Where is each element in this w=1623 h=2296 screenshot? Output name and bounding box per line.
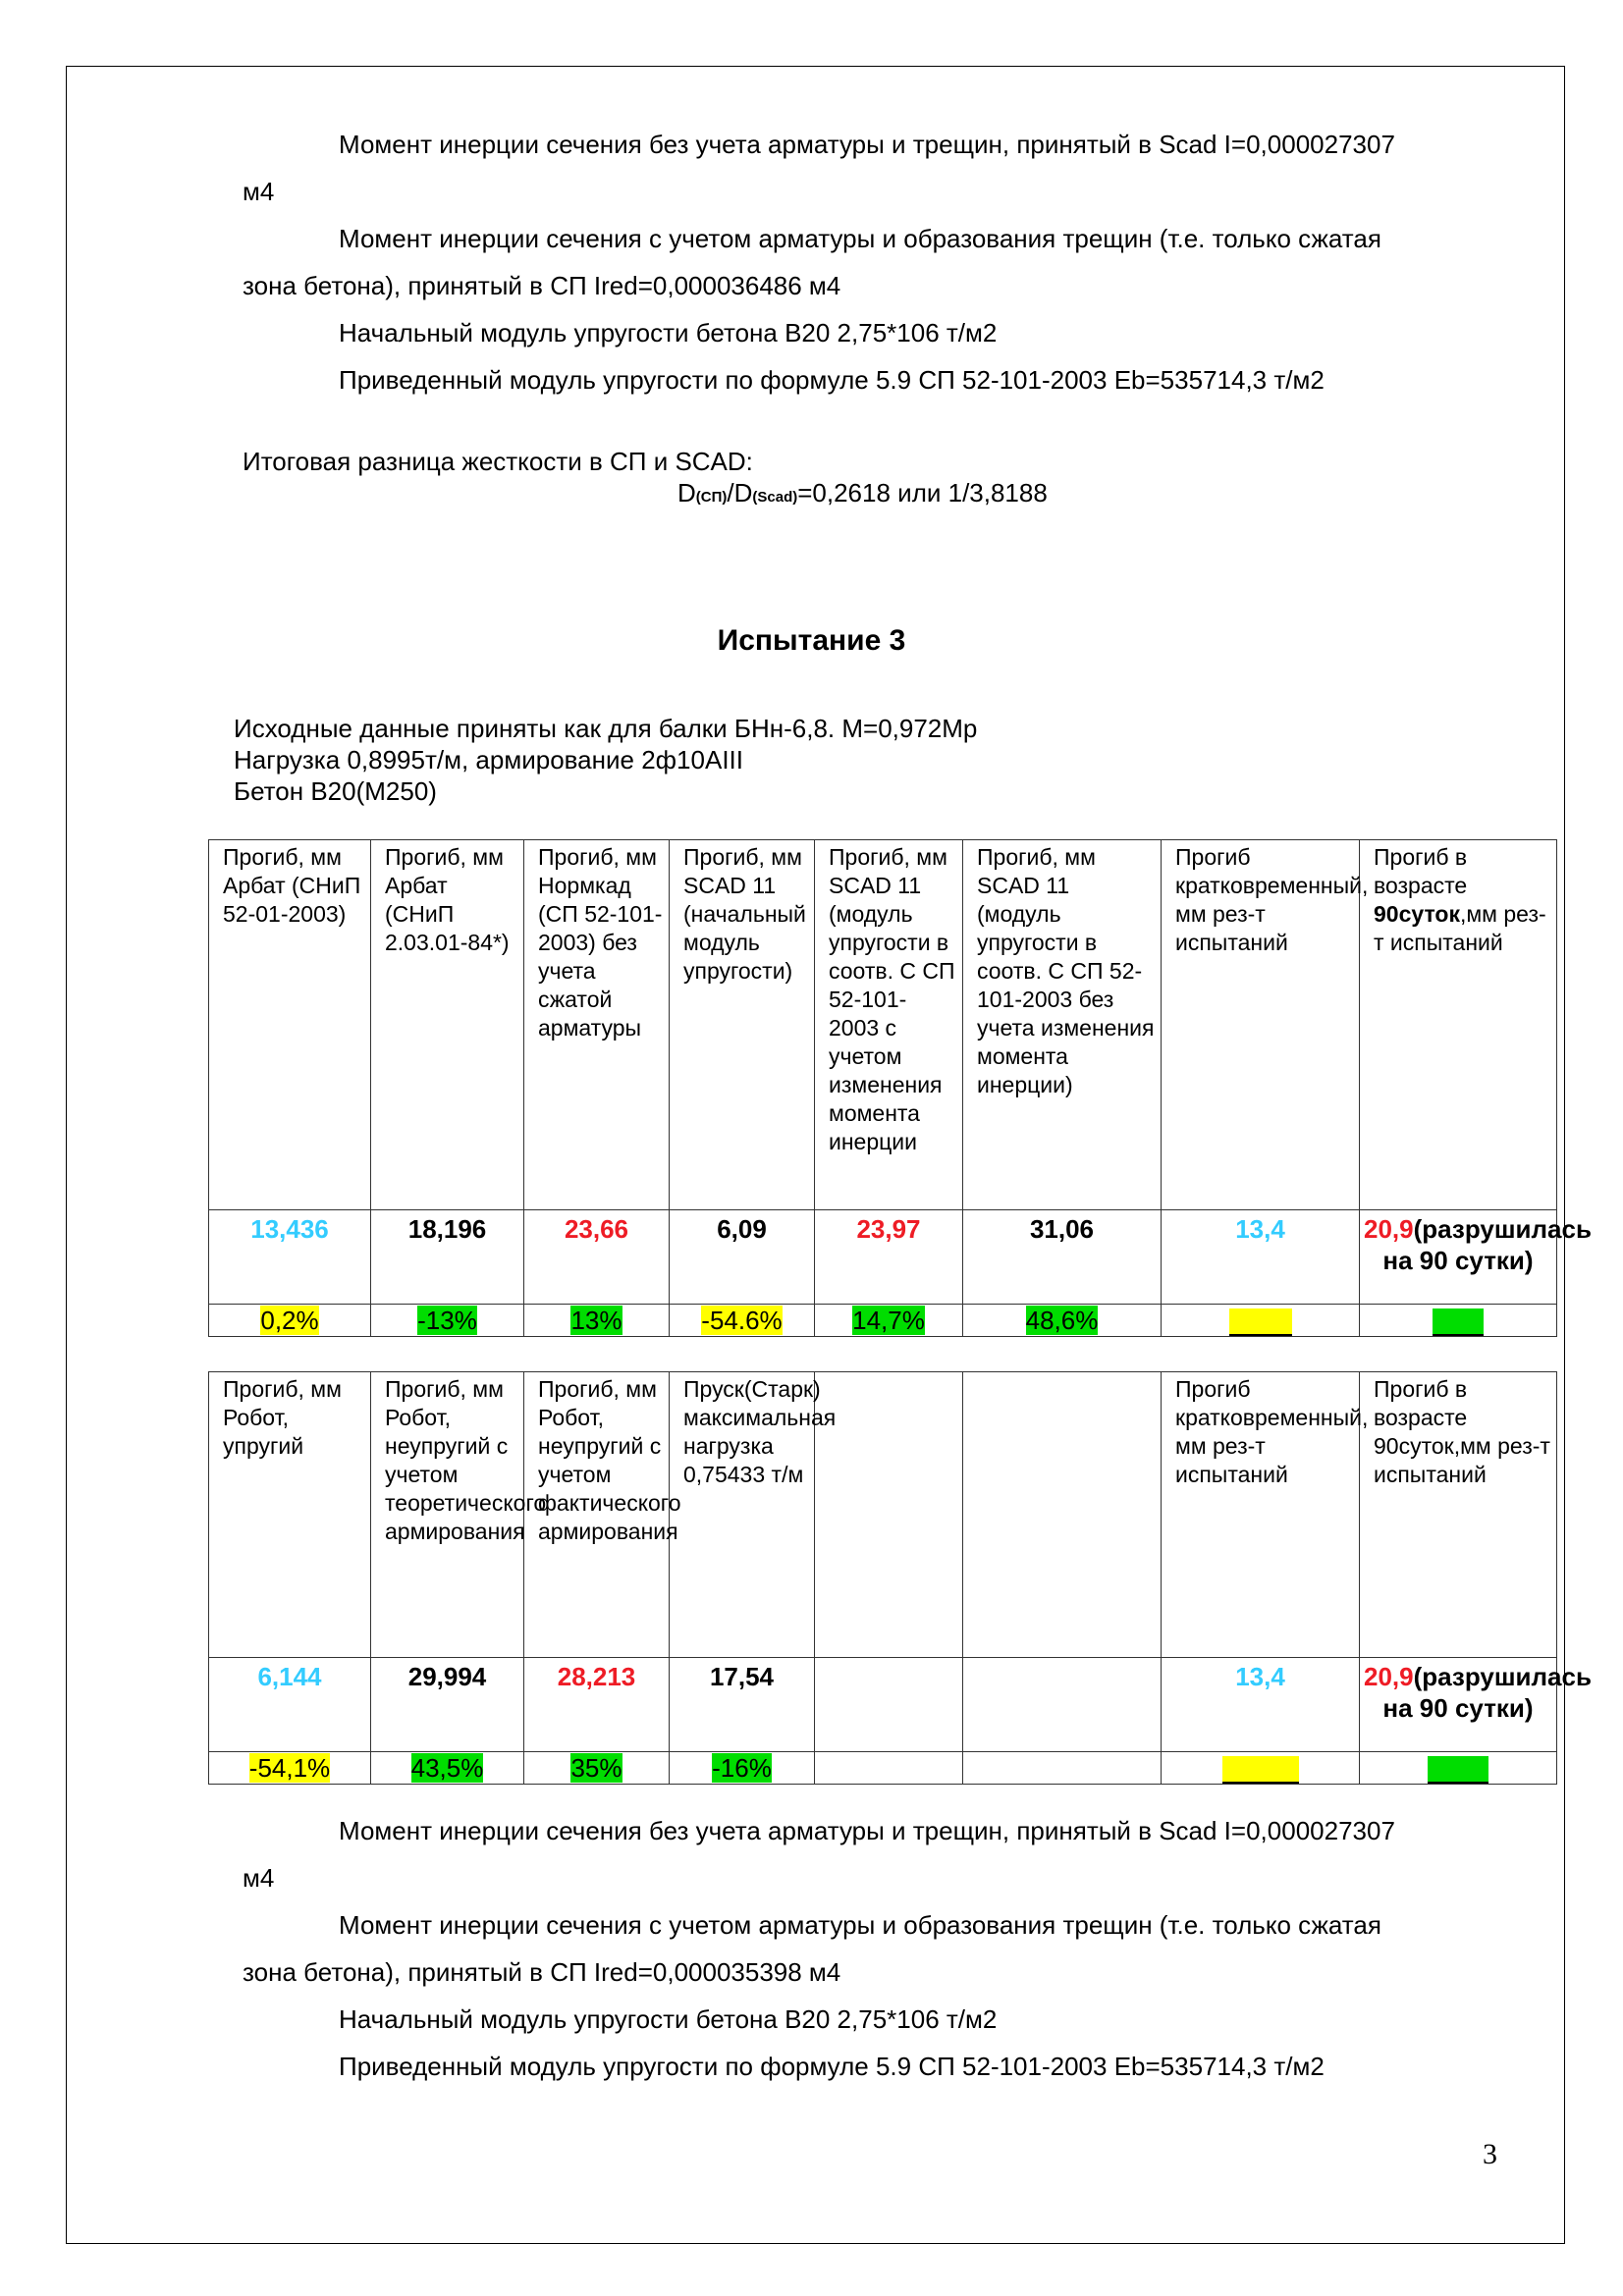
table2-value: 17,54 <box>670 1658 815 1752</box>
page-number: 3 <box>1483 2138 1497 2170</box>
table2-header-row <box>209 1372 1557 1658</box>
intro-line3: Бетон В20(М250) <box>234 776 437 806</box>
green-marker <box>1433 1308 1484 1336</box>
top-line4: Приведенный модуль упругости по формуле 5.9 СП 52-101-2003 Eb=535714,3 т/м2 <box>339 365 1325 395</box>
header-part: Прогиб в возрасте <box>1374 844 1468 898</box>
table2-value: 29,994 <box>371 1658 524 1752</box>
section-title: Испытание 3 <box>717 624 906 657</box>
results-table-2 <box>208 1371 1592 1785</box>
table1-header: Прогиб кратковременный, мм рез-т испытаний <box>1162 840 1360 1210</box>
table1-value: 13,436 <box>209 1210 371 1305</box>
table1-header: Прогиб, мм Арбат (СНиП 2.03.01-84*) <box>371 840 524 1210</box>
ratio-sub1: (СП) <box>695 489 728 506</box>
table1-value: 6,09 <box>670 1210 815 1305</box>
green-marker <box>1428 1756 1488 1784</box>
table2-header <box>963 1372 1162 1658</box>
intro-line1: Исходные данные приняты как для балки БНн-6,8. М=0,972Мр <box>234 714 978 743</box>
percent-label: -16% <box>712 1753 772 1783</box>
ratio-d1: D <box>677 478 696 507</box>
table2-header: Прогиб, мм Робот, упругий <box>209 1372 371 1658</box>
table1-header: Прогиб, мм Нормкад (СП 52-101-2003) без учета сжатой арматуры <box>524 840 670 1210</box>
yellow-marker <box>1229 1308 1292 1336</box>
table2-percent <box>1162 1752 1360 1785</box>
top-line1: Момент инерции сечения без учета арматуры и трещин, принятый в Scad I=0,000027307 <box>339 130 1395 159</box>
table1-value <box>1360 1210 1592 1305</box>
table1-value: 23,66 <box>524 1210 670 1305</box>
table1-header-row <box>209 840 1557 1210</box>
table1-value: 23,97 <box>815 1210 963 1305</box>
table2-percent <box>963 1752 1162 1785</box>
stiffness-diff-title: Итоговая разница жесткости в СП и SCAD: <box>243 447 753 476</box>
results-table-1 <box>208 839 1592 1337</box>
table1-percent <box>524 1305 670 1337</box>
table2-header: Прогиб, мм Робот, неупругий с учетом теоретического армирования <box>371 1372 524 1658</box>
stiffness-ratio <box>677 478 1048 512</box>
bottom-line1b: м4 <box>243 1863 275 1893</box>
table2-percent <box>524 1752 670 1785</box>
table2-header: Прогиб кратковременный, мм рез-т испытаний <box>1162 1372 1360 1658</box>
table2-header: Прогиб, мм Робот, неупругий с учетом фактического армирования <box>524 1372 670 1658</box>
header-part-bold: 90суток <box>1374 901 1460 927</box>
table1-value-row <box>209 1210 1557 1305</box>
value-main: 20,9 <box>1364 1214 1414 1244</box>
ratio-slash: /D <box>727 478 753 507</box>
table1-value: 31,06 <box>963 1210 1162 1305</box>
table2-percent <box>815 1752 963 1785</box>
table2-percent <box>371 1752 524 1785</box>
percent-label: 14,7% <box>852 1306 925 1335</box>
table1-value: 18,196 <box>371 1210 524 1305</box>
table2-value <box>815 1658 963 1752</box>
bottom-line2: Момент инерции сечения с учетом арматуры и образования трещин (т.е. только сжатая <box>339 1910 1381 1940</box>
table1-header: Прогиб, мм SCAD 11 (модуль упругости в соотв. С СП 52-101-2003 без учета изменения момента инерции) <box>963 840 1162 1210</box>
table2-value-row <box>209 1658 1557 1752</box>
table1-header <box>1360 840 1557 1210</box>
table1-percent <box>1360 1305 1557 1337</box>
table1-percent <box>815 1305 963 1337</box>
top-line2b: зона бетона), принятый в СП Ired=0,000036486 м4 <box>243 271 841 300</box>
percent-label: -13% <box>417 1306 477 1335</box>
table2-value: 28,213 <box>524 1658 670 1752</box>
percent-label: -54.6% <box>701 1306 783 1335</box>
table1-percent <box>209 1305 371 1337</box>
table2-value: 13,4 <box>1162 1658 1360 1752</box>
yellow-marker <box>1222 1756 1299 1784</box>
bottom-line2b: зона бетона), принятый в СП Ired=0,000035398 м4 <box>243 1957 841 1987</box>
intro-line2: Нагрузка 0,8995т/м, армирование 2ф10АIII <box>234 745 743 774</box>
percent-label: -54,1% <box>248 1753 331 1783</box>
table2-header <box>815 1372 963 1658</box>
ratio-value: =0,2618 или 1/3,8188 <box>797 478 1048 507</box>
top-line3: Начальный модуль упругости бетона В20 2,75*106 т/м2 <box>339 318 998 347</box>
table1-header: Прогиб, мм SCAD 11 (модуль упругости в соотв. С СП 52-101-2003 с учетом изменения момента инерции <box>815 840 963 1210</box>
table1-percent <box>670 1305 815 1337</box>
table2-percent <box>670 1752 815 1785</box>
table2-value <box>963 1658 1162 1752</box>
bottom-line4: Приведенный модуль упругости по формуле 5.9 СП 52-101-2003 Eb=535714,3 т/м2 <box>339 2052 1325 2081</box>
percent-label: 43,5% <box>410 1753 484 1783</box>
table2-percent <box>1360 1752 1557 1785</box>
table2-percent-row <box>209 1752 1557 1785</box>
header-part: ,мм рез-т испытаний <box>1374 901 1546 955</box>
value-note: (разрушилась на 90 сутки) <box>1382 1214 1592 1275</box>
table2-value: 6,144 <box>209 1658 371 1752</box>
value-note: (разрушилась на 90 сутки) <box>1382 1662 1592 1723</box>
top-line1b: м4 <box>243 177 275 206</box>
table1-percent-row <box>209 1305 1557 1337</box>
table1-percent <box>371 1305 524 1337</box>
table2-value <box>1360 1658 1592 1752</box>
table2-header: Прогиб в возрасте 90суток,мм рез-т испытаний <box>1360 1372 1557 1658</box>
table2-percent <box>209 1752 371 1785</box>
top-line2: Момент инерции сечения с учетом арматуры и образования трещин (т.е. только сжатая <box>339 224 1381 253</box>
percent-label: 0,2% <box>260 1306 319 1335</box>
table1-header: Прогиб, мм SCAD 11 (начальный модуль упругости) <box>670 840 815 1210</box>
percent-label: 35% <box>570 1753 622 1783</box>
table1-percent <box>963 1305 1162 1337</box>
table2-header: Пруск(Старк) максимальная нагрузка 0,75433 т/м <box>670 1372 815 1658</box>
ratio-sub2: (Scad) <box>752 489 798 506</box>
table1-percent <box>1162 1305 1360 1337</box>
table1-header: Прогиб, мм Арбат (СНиП 52-01-2003) <box>209 840 371 1210</box>
value-main: 20,9 <box>1364 1662 1414 1691</box>
percent-label: 48,6% <box>1025 1306 1099 1335</box>
bottom-line1: Момент инерции сечения без учета арматуры и трещин, принятый в Scad I=0,000027307 <box>339 1816 1395 1845</box>
table1-value: 13,4 <box>1162 1210 1360 1305</box>
percent-label: 13% <box>570 1306 622 1335</box>
bottom-line3: Начальный модуль упругости бетона В20 2,75*106 т/м2 <box>339 2004 998 2034</box>
